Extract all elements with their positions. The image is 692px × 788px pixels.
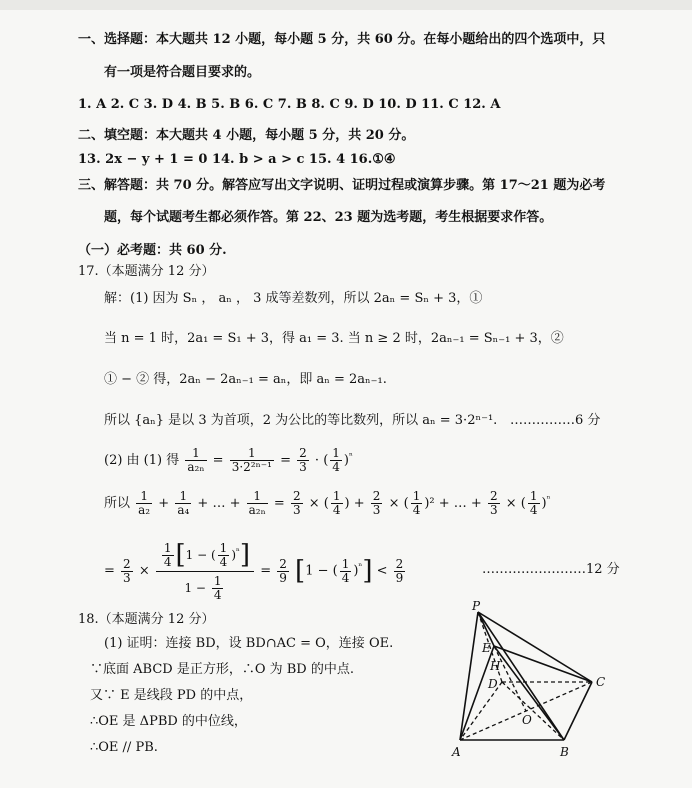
section2-header: 二、填空题：本大题共 4 小题，每小题 5 分，共 20 分。 (78, 128, 415, 143)
required-label: （一）必考题：共 60 分. (78, 243, 227, 258)
part2-prefix: (2) 由 (1) 得 (104, 453, 180, 468)
mc-answers: 1. A 2. C 3. D 4. B 5. B 6. C 7. B 8. C 9. D 10. D 11. C 12. A (78, 97, 501, 112)
edge-BC (564, 682, 592, 740)
q17-score1: ……………6 分 (510, 413, 601, 428)
label-P: P (472, 600, 481, 613)
q18-line5: ∴OE // PB. (90, 740, 158, 755)
frac-1-3-2pow: $\frac{1}{\text{3·2²ⁿ⁻¹}}$ (231, 446, 272, 474)
fill-answers: 13. 2x − y + 1 = 0 14. b > a > c 15. 4 16.①④ (78, 152, 396, 167)
label-H: H (490, 659, 501, 673)
label-O: O (522, 713, 532, 727)
edge-PB (478, 612, 564, 740)
section1-header-cont: 有一项是符合题目要求的。 (104, 65, 261, 80)
section3-header-cont: 题，每个试题考生都必须作答。第 22、23 题为选考题，考生根据要求作答。 (104, 210, 553, 225)
section3-header: 三、解答题：共 70 分。解答应写出文字说明、证明过程或演算步骤。第 17～21 题为必考 (78, 178, 606, 193)
scan-top-edge (0, 0, 692, 10)
q17-line1: 解：(1) 因为 Sₙ ， aₙ ， 3 成等差数列，所以 2aₙ = Sₙ + 3，① (104, 291, 483, 306)
label-D: D (488, 677, 498, 691)
frac-1-a2n: $\frac{1}{\text{a₂ₙ}}$ (187, 446, 205, 474)
q18-title: 18.（本题满分 12 分） (78, 612, 215, 627)
label-E: E (482, 641, 491, 655)
q17-part2: (2) 由 (1) 得 $\frac{1}{\text{a₂ₙ}}$ = $\frac{1}{\text{3·2²ⁿ⁻¹}}$ = $\frac{2}{3}$ · ( $\frac{1}{4}$ )$^{^n}$ (104, 446, 353, 474)
big-fraction: $\frac{1}{4}$ [1 − ( $\frac{1}{4}$ )$^{^n}$] 1 − $\frac{1}{4}$ (156, 540, 254, 602)
q18-line2: ∵底面 ABCD 是正方形，∴O 为 BD 的中点. (90, 662, 354, 677)
q17-score2: ……………………12 分 (482, 562, 620, 577)
q18-line1: (1) 证明：连接 BD，设 BD∩AC = O，连接 OE. (104, 636, 394, 651)
label-A: A (452, 745, 461, 759)
q17-final-line: = $\frac{2}{3}$ × $\frac{1}{4}$ [1 − ( $\frac{1}{4}$ )$^{^n}$] 1 − $\frac{1}{4}$ = $\frac{2}{9}$ [1 − ( $\frac{1}{4}$ )$^{^n}$] < $\frac{2}{9}$ (104, 540, 404, 602)
q17-line3: ① − ② 得，2aₙ − 2aₙ₋₁ = aₙ，即 aₙ = 2aₙ₋₁. (104, 372, 387, 387)
q17-sum-line: 所以 $\frac{1}{\text{a₂}}$ + $\frac{1}{\text{a₄}}$ + … + $\frac{1}{\text{a₂ₙ}}$ = $\frac{2}{3}$ × ( $\frac{1}{4}$ ) + $\frac{2}{3}$ × ( $\frac{1}{4}$ )² + … + $\frac{2}{3}$ × ( $\frac{1}{4}$ )$^{^n}$ (104, 489, 551, 517)
q18-line3: 又∵ E 是线段 PD 的中点， (90, 688, 253, 703)
label-B: B (560, 745, 569, 759)
pyramid-figure (440, 600, 620, 770)
section1-header: 一、选择题：本大题共 12 小题，每小题 5 分，共 60 分。在每小题给出的四个选项中，只 (78, 32, 606, 47)
q17-line4: 所以 {aₙ} 是以 3 为首项，2 为公比的等比数列，所以 aₙ = 3·2ⁿ⁻¹. (104, 413, 498, 428)
edge-PA (460, 612, 478, 740)
q18-line4: ∴OE 是 ΔPBD 的中位线， (90, 714, 247, 729)
q17-line2: 当 n = 1 时，2a₁ = S₁ + 3，得 a₁ = 3. 当 n ≥ 2 时，2aₙ₋₁ = Sₙ₋₁ + 3，② (104, 331, 564, 346)
frac-2-3: $\frac{2}{3}$ (299, 446, 307, 474)
frac-1-4: $\frac{1}{4}$ (332, 446, 340, 474)
edge-EA (460, 646, 494, 740)
edge-DB (502, 682, 564, 740)
q17-title: 17.（本题满分 12 分） (78, 264, 215, 279)
label-C: C (596, 675, 606, 689)
